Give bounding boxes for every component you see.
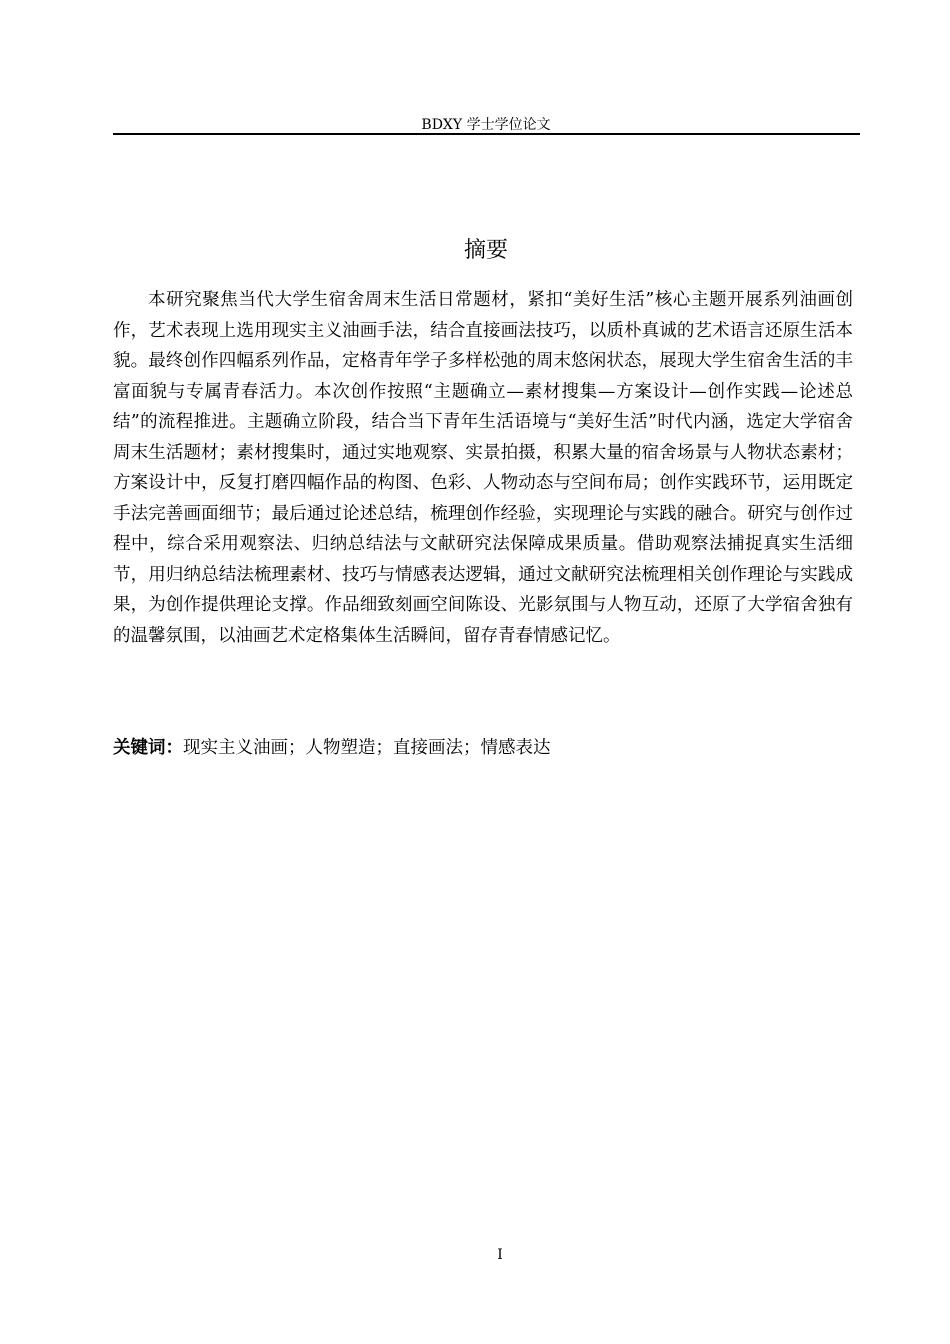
running-header: BDXY 学士学位论文: [421, 117, 551, 133]
header-rule: [113, 133, 860, 135]
abstract-title: 摘要: [463, 237, 508, 263]
page-number: I: [497, 1247, 503, 1263]
keywords-line: [113, 733, 853, 763]
abstract-body: 本研究聚焦当代大学生宿舍周末生活日常题材，紧扣“美好生活”核心主题开展系列油画创作，艺术表现上选用现实主义油画手法，结合直接画法技巧，以质朴真诚的艺术语言还原生活本貌。最终创作四幅系列作品，定格青年学子多样松弛的周末悠闲状态，展现大学生宿舍生活的丰富面貌与专属青春活力。本次创作按照“主题确立—素材搜集—方案设计—创作实践—论述总结”的流程推进。主题确立阶段，结合当下青年生活语境与“美好生活”时代内涵，选定大学宿舍周末生活题材；素材搜集时，通过实地观察、实景拍摄，积累大量的宿舍场景与人物状态素材；方案设计中，反复打磨四幅作品的构图、色彩、人物动态与空间布局；创作实践环节，运用既定手法完善画面细节；最后通过论述总结，梳理创作经验，实现理论与实践的融合。研究与创作过程中，综合采用观察法、归纳总结法与文献研究法保障成果质量。借助观察法捕捉真实生活细节，用归纳总结法梳理素材、技巧与情感表达逻辑，通过文献研究法梳理相关创作理论与实践成果，为创作提供理论支撑。作品细致刻画空间陈设、光影氛围与人物互动，还原了大学宿舍独有的温馨氛围，以油画艺术定格集体生活瞬间，留存青春情感记忆。: [113, 290, 853, 646]
keywords-text: 现实主义油画；人物塑造；直接画法；情感表达: [183, 738, 551, 758]
keywords-label: 关键词：: [113, 738, 183, 758]
